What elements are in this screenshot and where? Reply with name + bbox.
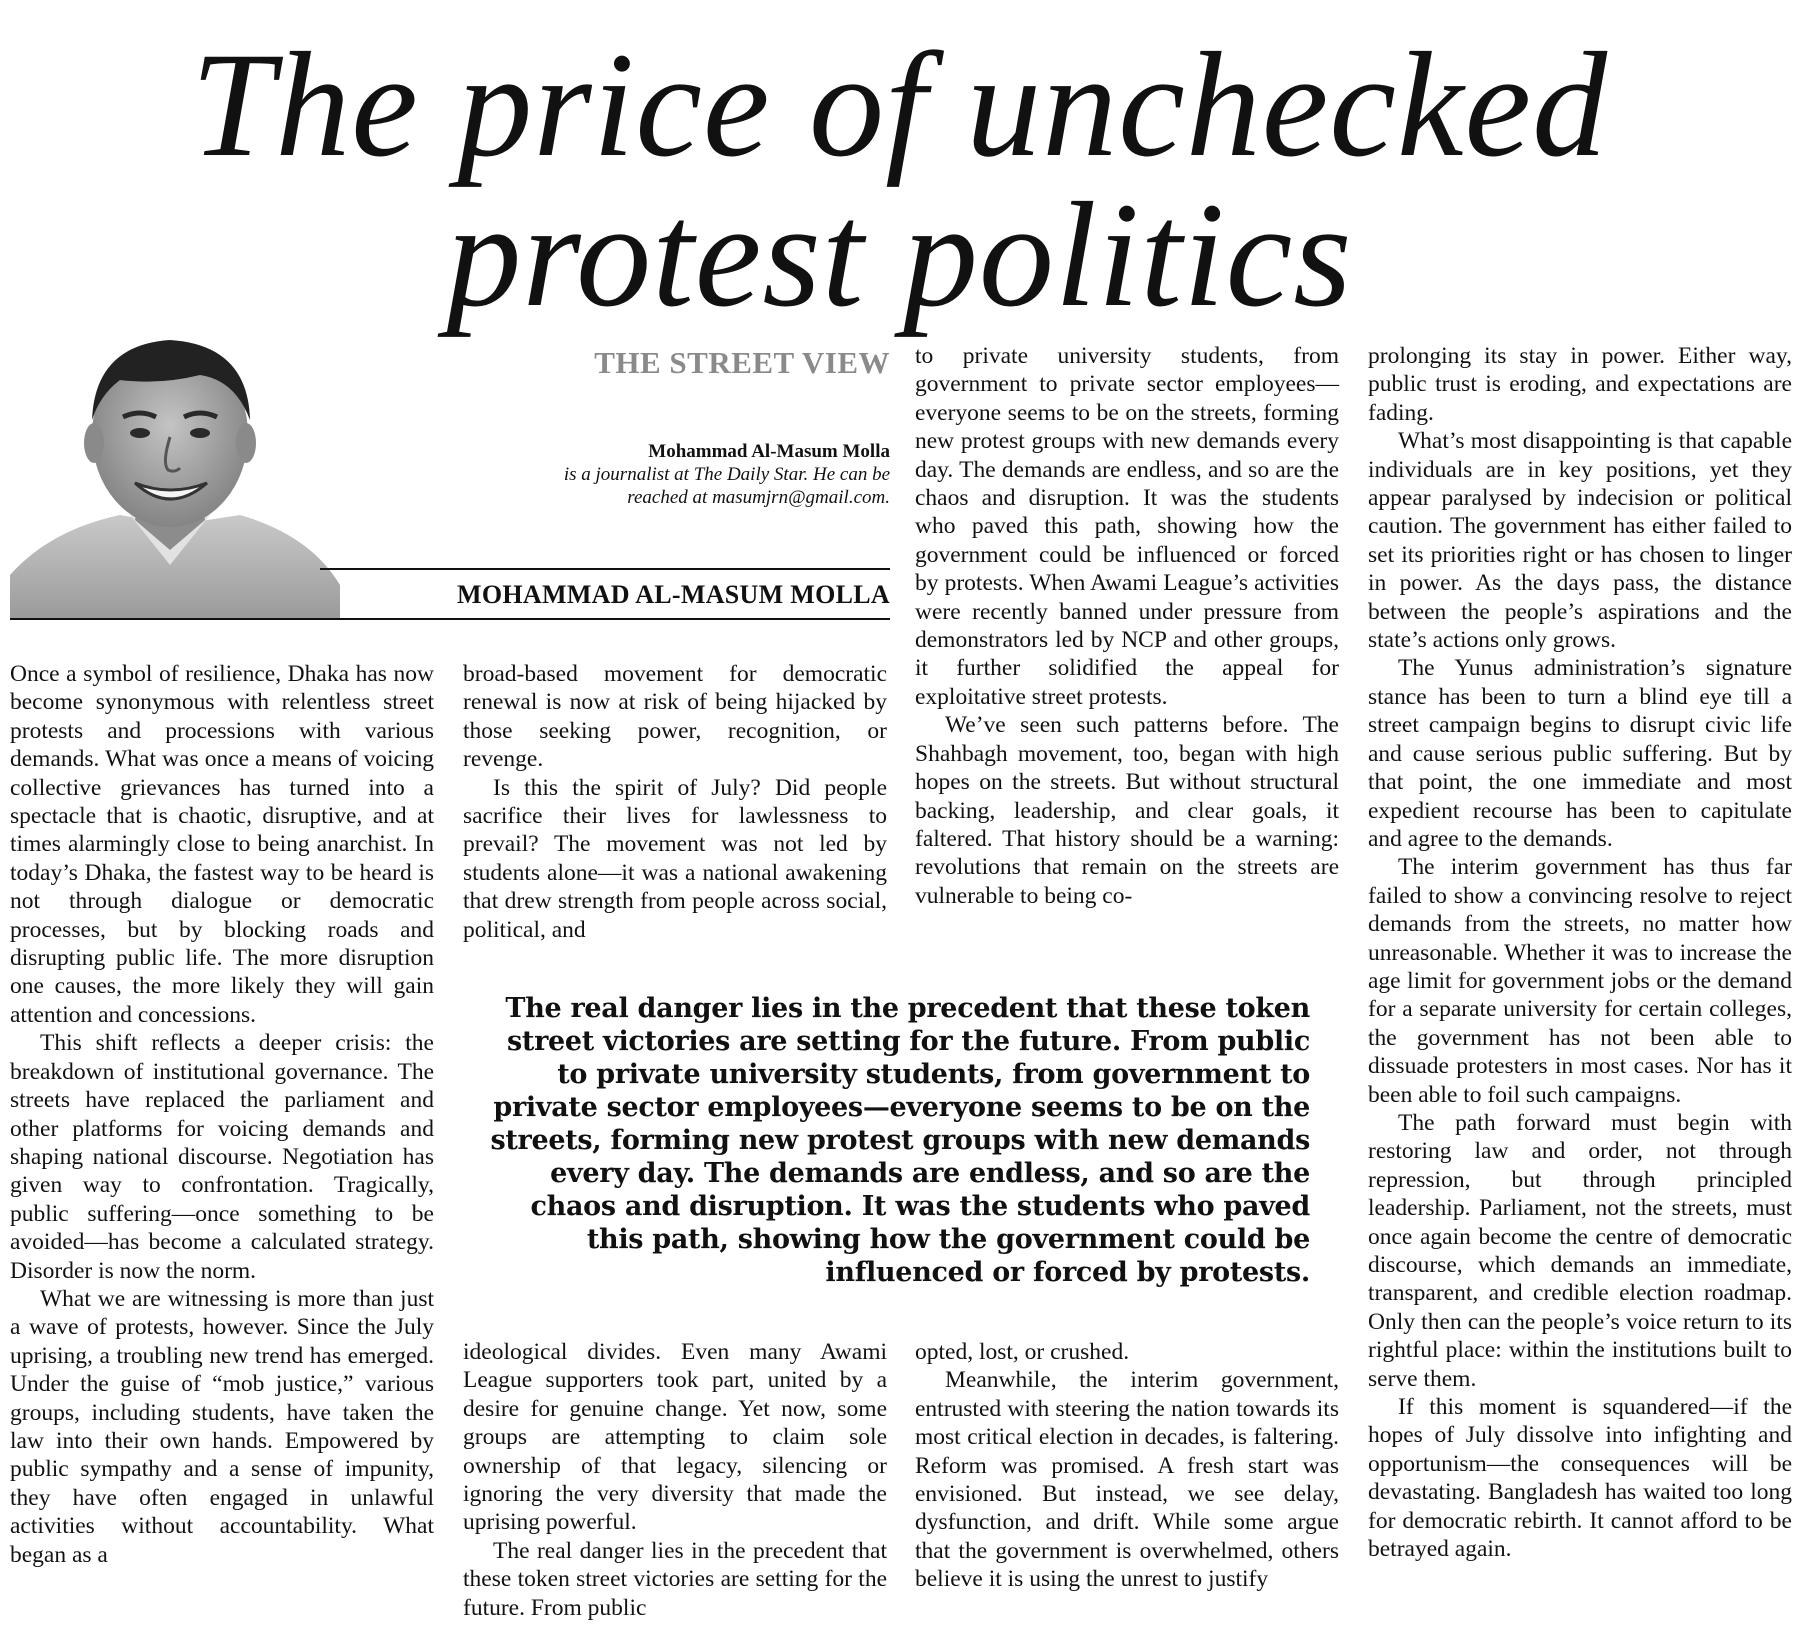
headline-line-2: protest politics [446, 172, 1353, 338]
paragraph: The Yunus administration’s signature stance has been to turn a blind eye till a street campaign begins to disrupt civic life and cause serious public suffering. But by that point, the one immediate and most expedient recourse has been to capitulate and agree to the demands. [1368, 655, 1792, 852]
column-kicker: THE STREET VIEW [594, 345, 890, 380]
paragraph: What we are witnessing is more than just a wave of protests, however. Since the July uprising, a troubling new trend has emerged. Under the guise of “mob justice,” various groups, including students, have taken the law into their own hands. Empowered by public sympathy and a sense of impunity, they have often engaged in unlawful activities without accountability. What began as a [10, 1285, 434, 1568]
headline-line-1: The price of unchecked [190, 22, 1609, 188]
paragraph: This shift reflects a deeper crisis: the breakdown of institutional governance. The streets have replaced the parliament and other platforms for voicing demands and shaping national discourse. Negotiation has given way to confrontation. Tragically, public suffering—once something to be avoided—has become a calculated strategy. Disorder is now the norm. [10, 1030, 434, 1284]
paragraph: We’ve seen such patterns before. The Shahbagh movement, too, began with high hopes on the streets. But without structural backing, leadership, and clear goals, it faltered. That history should be a warning: revolutions that remain on the streets are vulnerable to being co- [915, 712, 1339, 909]
paragraph: If this moment is squandered—if the hopes of July dissolve into infighting and opportunism—the consequences will be devastating. Bangladesh has waited too long for democratic rebirth. It cannot afford to be betrayed again. [1368, 1394, 1792, 1563]
paragraph: prolonging its stay in power. Either way, public trust is eroding, and expectations are fading. [1368, 343, 1792, 426]
byline-rule [320, 568, 890, 570]
author-portrait [10, 325, 340, 620]
author-bio [430, 440, 890, 509]
article-column-2-top [463, 660, 887, 944]
author-photo-image [10, 325, 340, 620]
pull-quote: The real danger lies in the precedent that these token street victories are setting for the future. From public to private university students, from government to private sector employees—everyone seems to be on the streets, forming new protest groups with new demands every day. The demands are endless, and so are the chaos and disruption. It was the students who paved this path, showing how the government could be influenced or forced by protests. [490, 993, 1310, 1288]
byline: MOHAMMAD AL-MASUM MOLLA [457, 580, 890, 609]
header-bottom-rule [10, 618, 890, 620]
paragraph: Is this the spirit of July? Did people sacrifice their lives for lawlessness to prevail? The movement was not led by students alone—it was a national awakening that drew strength from people across social, political, and [463, 774, 887, 943]
paragraph: to private university students, from government to private sector employees—everyone seems to be on the streets, forming new protest groups with new demands every day. The demands are endless, and so are the chaos and disruption. It was the students who paved this path, showing how the government could be influenced or forced by protests. When Awami League’s activities were recently banned under pressure from demonstrators led by NCP and other groups, it further solidified the appeal for exploitative street protests. [915, 343, 1339, 710]
paragraph: ideological divides. Even many Awami League supporters took part, united by a desire for genuine change. Yet now, some groups are attempting to claim sole ownership of that legacy, silencing or ignoring the very diversity that made the uprising powerful. [463, 1339, 887, 1536]
author-bio-line-2: reached at masumjrn@gmail.com. [627, 487, 890, 508]
paragraph: Once a symbol of resilience, Dhaka has now become synonymous with relentless street protests and processions with various demands. What was once a means of voicing collective grievances has turned into a spectacle that is chaotic, disruptive, and at times alarmingly close to being anarchist. In today’s Dhaka, the fastest way to be heard is not through dialogue or democratic processes, but by blocking roads and disrupting public life. The more disruption one causes, the more likely they will gain attention and concessions. [10, 661, 434, 1028]
paragraph: opted, lost, or crushed. [915, 1339, 1130, 1365]
paragraph: What’s most disappointing is that capable individuals are in key positions, yet they appear paralysed by indecision or political caution. The government has either failed to set its priorities right or has chosen to linger in power. As the days pass, the distance between the people’s aspirations and the state’s actions only grows. [1368, 428, 1792, 654]
article-column-3-top [915, 342, 1339, 910]
paragraph: broad-based movement for democratic renewal is now at risk of being hijacked by those seeking power, recognition, or revenge. [463, 661, 887, 773]
paragraph: The real danger lies in the precedent that these token street victories are setting for the future. From public [463, 1537, 887, 1621]
author-bio-name: Mohammad Al-Masum Molla [648, 441, 890, 462]
paragraph: The path forward must begin with restoring law and order, not through repression, but through principled leadership. Parliament, not the streets, must once again become the centre of democratic discourse, which demands an immediate, transparent, and credible election roadmap. Only then can the people’s voice return to its rightful place: within the institutions built to serve them. [1368, 1109, 1792, 1392]
article-column-2-bottom [463, 1338, 887, 1622]
paragraph: Meanwhile, the interim government, entrusted with steering the nation towards its most critical election in decades, is faltering. Reform was promised. A fresh start was envisioned. But instead, we see delay, dysfunction, and drift. While some argue that the government is overwhelmed, others believe it is using the unrest to justify [915, 1367, 1339, 1593]
article-column-1 [10, 660, 434, 1569]
headline [0, 22, 1799, 338]
paragraph: The interim government has thus far failed to show a convincing resolve to reject demands from the streets, no matter how unreasonable. Whether it was to increase the age limit for government jobs or the demand for a separate university for certain colleges, the government has not been able to dissuade protesters in most cases. Nor has it been able to foil such campaigns. [1368, 854, 1792, 1108]
article-column-4 [1368, 342, 1792, 1563]
article-column-3-bottom [915, 1338, 1339, 1594]
author-bio-line-1: is a journalist at The Daily Star. He can be [563, 464, 890, 485]
